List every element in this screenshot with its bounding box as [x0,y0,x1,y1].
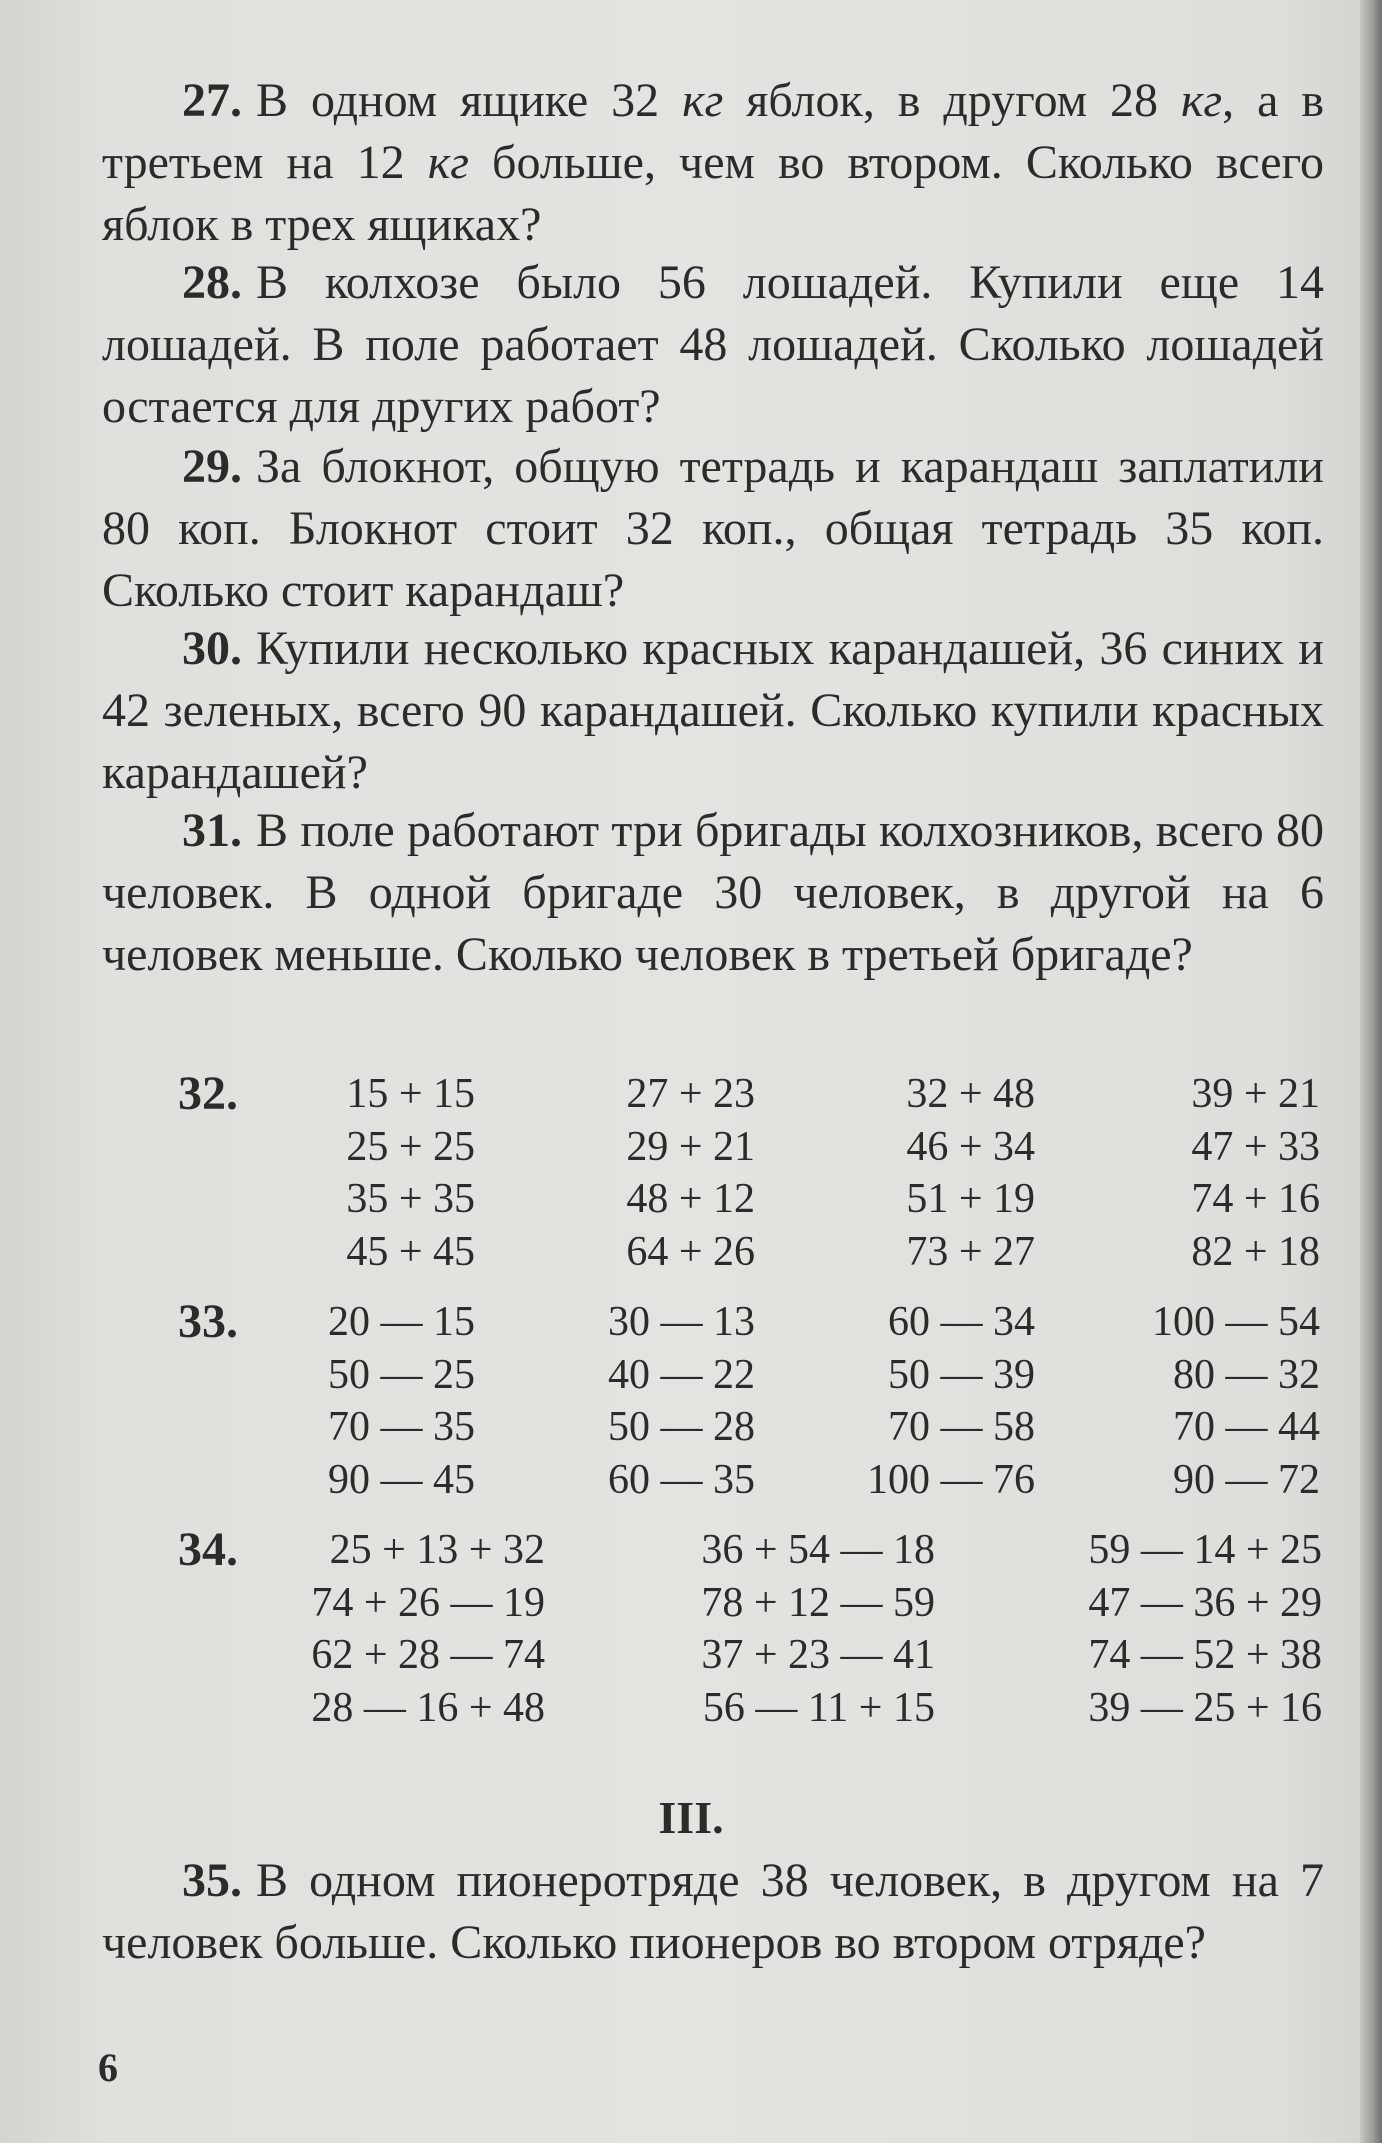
expression: 47 — 36 + 29 [1088,1579,1322,1626]
expression: 73 + 27 [906,1228,1035,1275]
page-number: 6 [98,2045,118,2090]
unit-kg: кг [427,136,469,189]
expression: 46 + 34 [906,1123,1035,1170]
expression: 50 — 25 [328,1351,475,1398]
expression: 47 + 33 [1191,1123,1320,1170]
expression-column [1120,1296,1320,1506]
expression: 48 + 12 [626,1176,755,1222]
problem-text: , а в третьем на 12 [102,74,1324,189]
problem-text: В поле работают три бригады колхозников, всего 80 человек. В одной бригаде 30 человек, в другой на 6 человек меньше. Сколько человек в третьей бригаде? [102,804,1324,981]
expression: 30 — 13 [608,1299,755,1345]
expression: 74 — 52 + 38 [1088,1632,1322,1678]
expression: 82 + 18 [1191,1228,1320,1275]
expression: 28 — 16 + 48 [311,1684,545,1731]
problem-number: 30. [182,622,242,675]
expression-column [310,1068,475,1278]
expression: 29 + 21 [626,1123,755,1170]
expression: 74 + 26 — 19 [311,1579,545,1626]
problem-text: яблок, в другом 28 [723,74,1181,127]
expression: 50 — 39 [888,1351,1035,1398]
expression: 60 — 35 [608,1456,755,1503]
expression-column [300,1296,475,1506]
problem-28 [102,252,1324,438]
expression: 40 — 22 [608,1351,755,1398]
expression: 70 — 58 [888,1404,1035,1450]
expression: 60 — 34 [888,1299,1035,1345]
expression: 59 — 14 + 25 [1088,1527,1322,1573]
expression: 62 + 28 — 74 [311,1632,545,1678]
problem-text: В колхозе было 56 лошадей. Купили еще 14 лошадей. В поле работает 48 лошадей. Сколько лошадей остается для других работ? [102,256,1324,433]
expression: 70 — 44 [1173,1404,1320,1450]
expression-column [1150,1068,1320,1278]
problem-number: 28. [182,256,242,309]
problem-number: 27. [182,74,242,127]
problem-text: В одном ящике 32 [256,74,683,127]
problem-number: 35. [182,1854,242,1907]
expression: 15 + 15 [346,1071,475,1117]
expression-column [590,1068,755,1278]
expression: 36 + 54 — 18 [701,1527,935,1573]
expression: 70 — 35 [328,1404,475,1450]
expression: 78 + 12 — 59 [701,1579,935,1626]
expression: 74 + 16 [1191,1176,1320,1222]
expression: 39 — 25 + 16 [1088,1684,1322,1731]
expression: 35 + 35 [346,1176,475,1222]
expression: 90 — 45 [328,1456,475,1503]
expression: 39 + 21 [1191,1071,1320,1117]
expression: 51 + 19 [906,1176,1035,1222]
expression: 25 + 13 + 32 [329,1527,545,1573]
problem-30 [102,618,1324,804]
expression: 20 — 15 [328,1299,475,1345]
problem-31 [102,800,1324,986]
expression: 25 + 25 [346,1123,475,1170]
expression: 37 + 23 — 41 [701,1632,935,1678]
problem-text: больше, чем во втором. Сколько всего яблок в трех ящиках? [102,136,1325,251]
problem-35 [102,1850,1324,1974]
expression: 45 + 45 [346,1228,475,1275]
expression-column [1050,1524,1322,1734]
problem-number: 31. [182,804,242,857]
unit-kg: кг [682,74,724,127]
problem-text: Купили несколько красных карандашей, 36 синих и 42 зеленых, всего 90 карандашей. Сколько купили красных карандашей? [102,622,1324,799]
section-heading: III. [658,1792,724,1843]
expression: 27 + 23 [626,1071,755,1117]
expression-column [580,1296,755,1506]
exercise-number: 32. [178,1067,238,1120]
exercise-number: 33. [178,1295,238,1348]
expression: 100 — 76 [867,1456,1035,1503]
problem-text: За блокнот, общую тетрадь и карандаш заплатили 80 коп. Блокнот стоит 32 коп., общая тетрадь 35 коп. Сколько стоит карандаш? [102,440,1324,617]
expression-column [870,1068,1035,1278]
expression: 90 — 72 [1173,1456,1320,1503]
expression: 50 — 28 [608,1404,755,1450]
problem-29 [102,436,1324,622]
unit-kg: кг [1180,74,1223,127]
expression-column [840,1296,1035,1506]
expression: 32 + 48 [906,1071,1035,1117]
expression-column [275,1524,545,1734]
problem-text: В одном пионеротряде 38 человек, в другом на 7 человек больше. Сколько пионеров во втором отряде? [102,1854,1324,1969]
expression: 100 — 54 [1152,1299,1320,1345]
problem-number: 29. [182,440,242,493]
expression: 56 — 11 + 15 [702,1684,935,1731]
problem-27 [102,70,1324,256]
expression: 80 — 32 [1173,1351,1320,1398]
expression-column [660,1524,935,1734]
exercise-number: 34. [178,1523,238,1576]
expression: 64 + 26 [626,1228,755,1275]
